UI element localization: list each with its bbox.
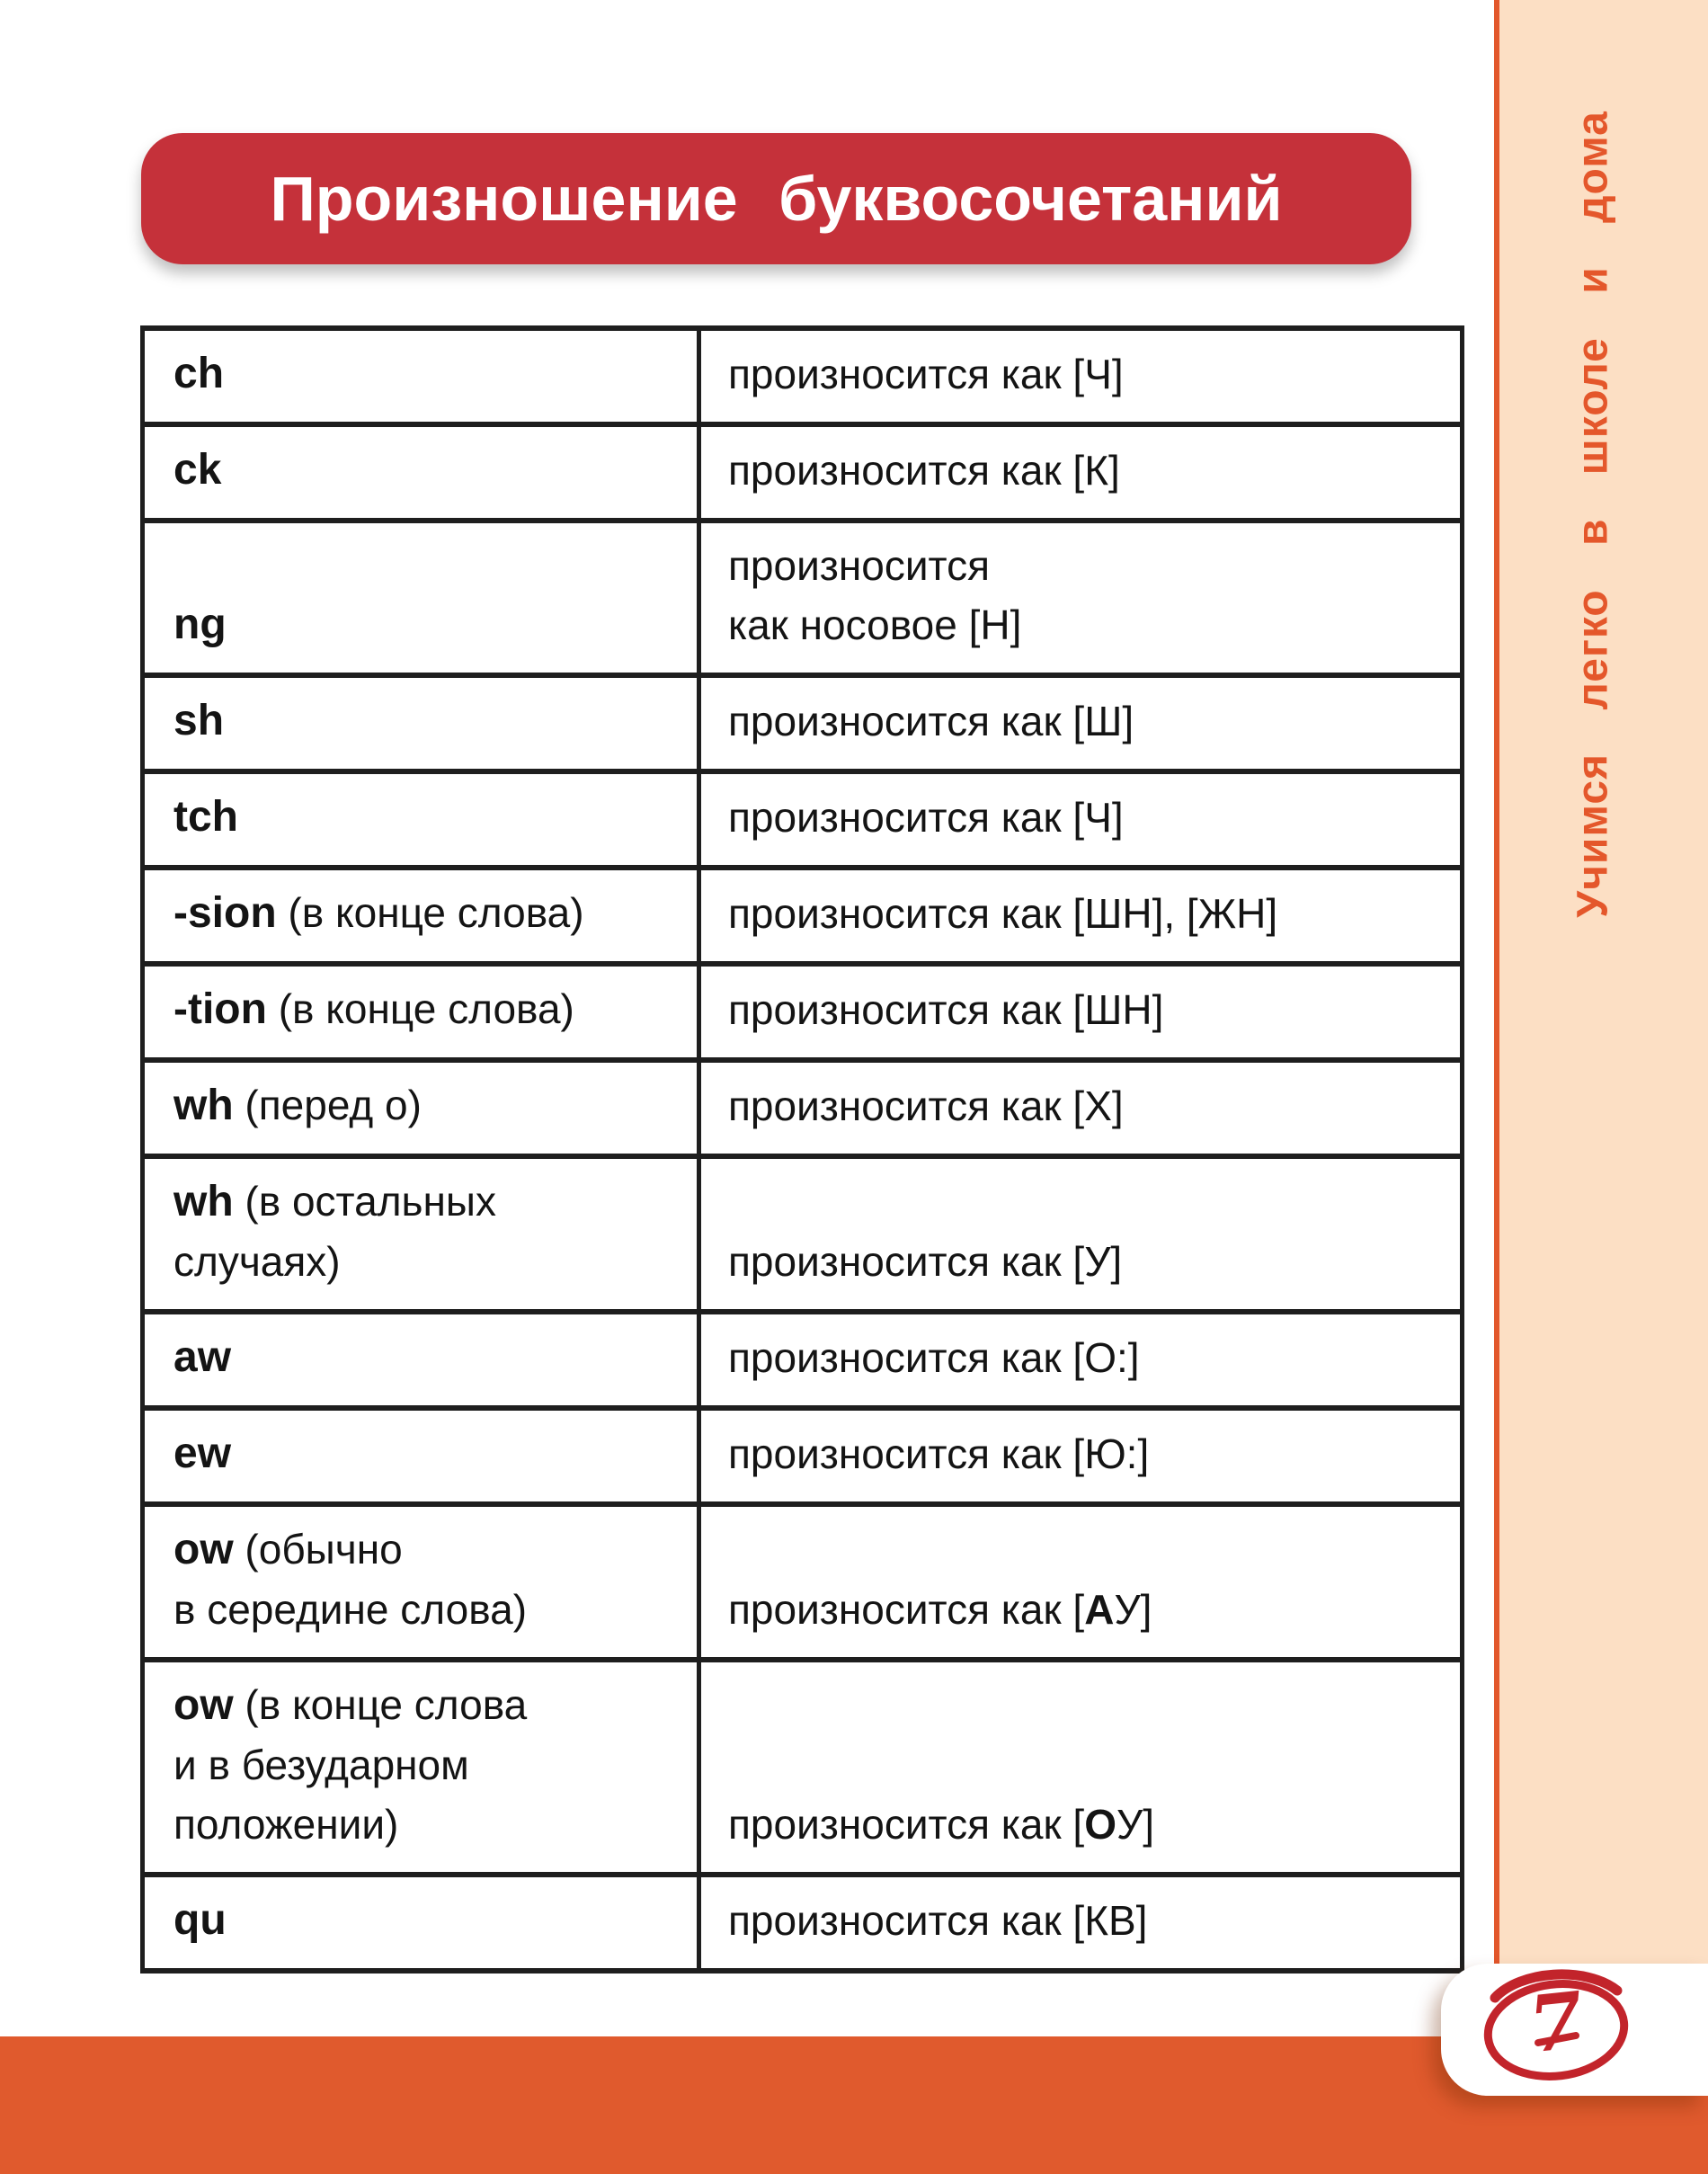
page-number-tab bbox=[1441, 1964, 1708, 2096]
table-row bbox=[143, 868, 1463, 964]
combo-cell: aw bbox=[143, 1312, 699, 1408]
combo-cell: qu bbox=[143, 1875, 699, 1971]
pronunciation-cell: произносится как [ШН], [ЖН] bbox=[699, 868, 1463, 964]
pronunciation-cell: произносится как [ШН] bbox=[699, 964, 1463, 1060]
pronunciation-cell: произносится как [О:] bbox=[699, 1312, 1463, 1408]
combo-cell: ow (обычно в середине слова) bbox=[143, 1504, 699, 1660]
pronunciation-cell: произносится как [КВ] bbox=[699, 1875, 1463, 1971]
pronunciation-table bbox=[140, 325, 1464, 1974]
pronunciation-cell: произносится как [Х] bbox=[699, 1060, 1463, 1156]
table-row bbox=[143, 1875, 1463, 1971]
table-row bbox=[143, 1156, 1463, 1312]
pronunciation-cell: произносится как [Ш] bbox=[699, 675, 1463, 771]
combo-cell: -sion (в конце слова) bbox=[143, 868, 699, 964]
pronunciation-cell: произносится как [К] bbox=[699, 424, 1463, 521]
combo-cell: ck bbox=[143, 424, 699, 521]
combo-cell: wh (в остальных случаях) bbox=[143, 1156, 699, 1312]
table-row bbox=[143, 328, 1463, 424]
combo-cell: ng bbox=[143, 521, 699, 675]
table-body bbox=[143, 328, 1463, 1971]
table-row bbox=[143, 1060, 1463, 1156]
page-number: 7 bbox=[1524, 1974, 1588, 2072]
combo-cell: ch bbox=[143, 328, 699, 424]
combo-cell: sh bbox=[143, 675, 699, 771]
table-row bbox=[143, 1660, 1463, 1875]
combo-cell: ew bbox=[143, 1408, 699, 1504]
page-title-banner bbox=[141, 133, 1411, 264]
table-row bbox=[143, 1312, 1463, 1408]
table-row bbox=[143, 1408, 1463, 1504]
page-title: Произношение буквосочетаний bbox=[270, 164, 1283, 234]
table-row bbox=[143, 424, 1463, 521]
combo-cell: tch bbox=[143, 771, 699, 868]
pronunciation-cell: произносится как [У] bbox=[699, 1156, 1463, 1312]
pronunciation-cell: произносится как [Ч] bbox=[699, 328, 1463, 424]
combo-cell: ow (в конце слова и в безударном положении) bbox=[143, 1660, 699, 1875]
table-row bbox=[143, 1504, 1463, 1660]
table-row bbox=[143, 964, 1463, 1060]
pronunciation-cell: произносится как [Ю:] bbox=[699, 1408, 1463, 1504]
pronunciation-cell: произносится как [АУ] bbox=[699, 1504, 1463, 1660]
pronunciation-cell: произносится как носовое [Н] bbox=[699, 521, 1463, 675]
combo-cell: wh (перед о) bbox=[143, 1060, 699, 1156]
table-row bbox=[143, 521, 1463, 675]
pronunciation-cell: произносится как [ОУ] bbox=[699, 1660, 1463, 1875]
combo-cell: -tion (в конце слова) bbox=[143, 964, 699, 1060]
table-row bbox=[143, 771, 1463, 868]
table-row bbox=[143, 675, 1463, 771]
sidebar-slogan: Учимся легко в школе и дома bbox=[1569, 111, 1617, 918]
pronunciation-cell: произносится как [Ч] bbox=[699, 771, 1463, 868]
